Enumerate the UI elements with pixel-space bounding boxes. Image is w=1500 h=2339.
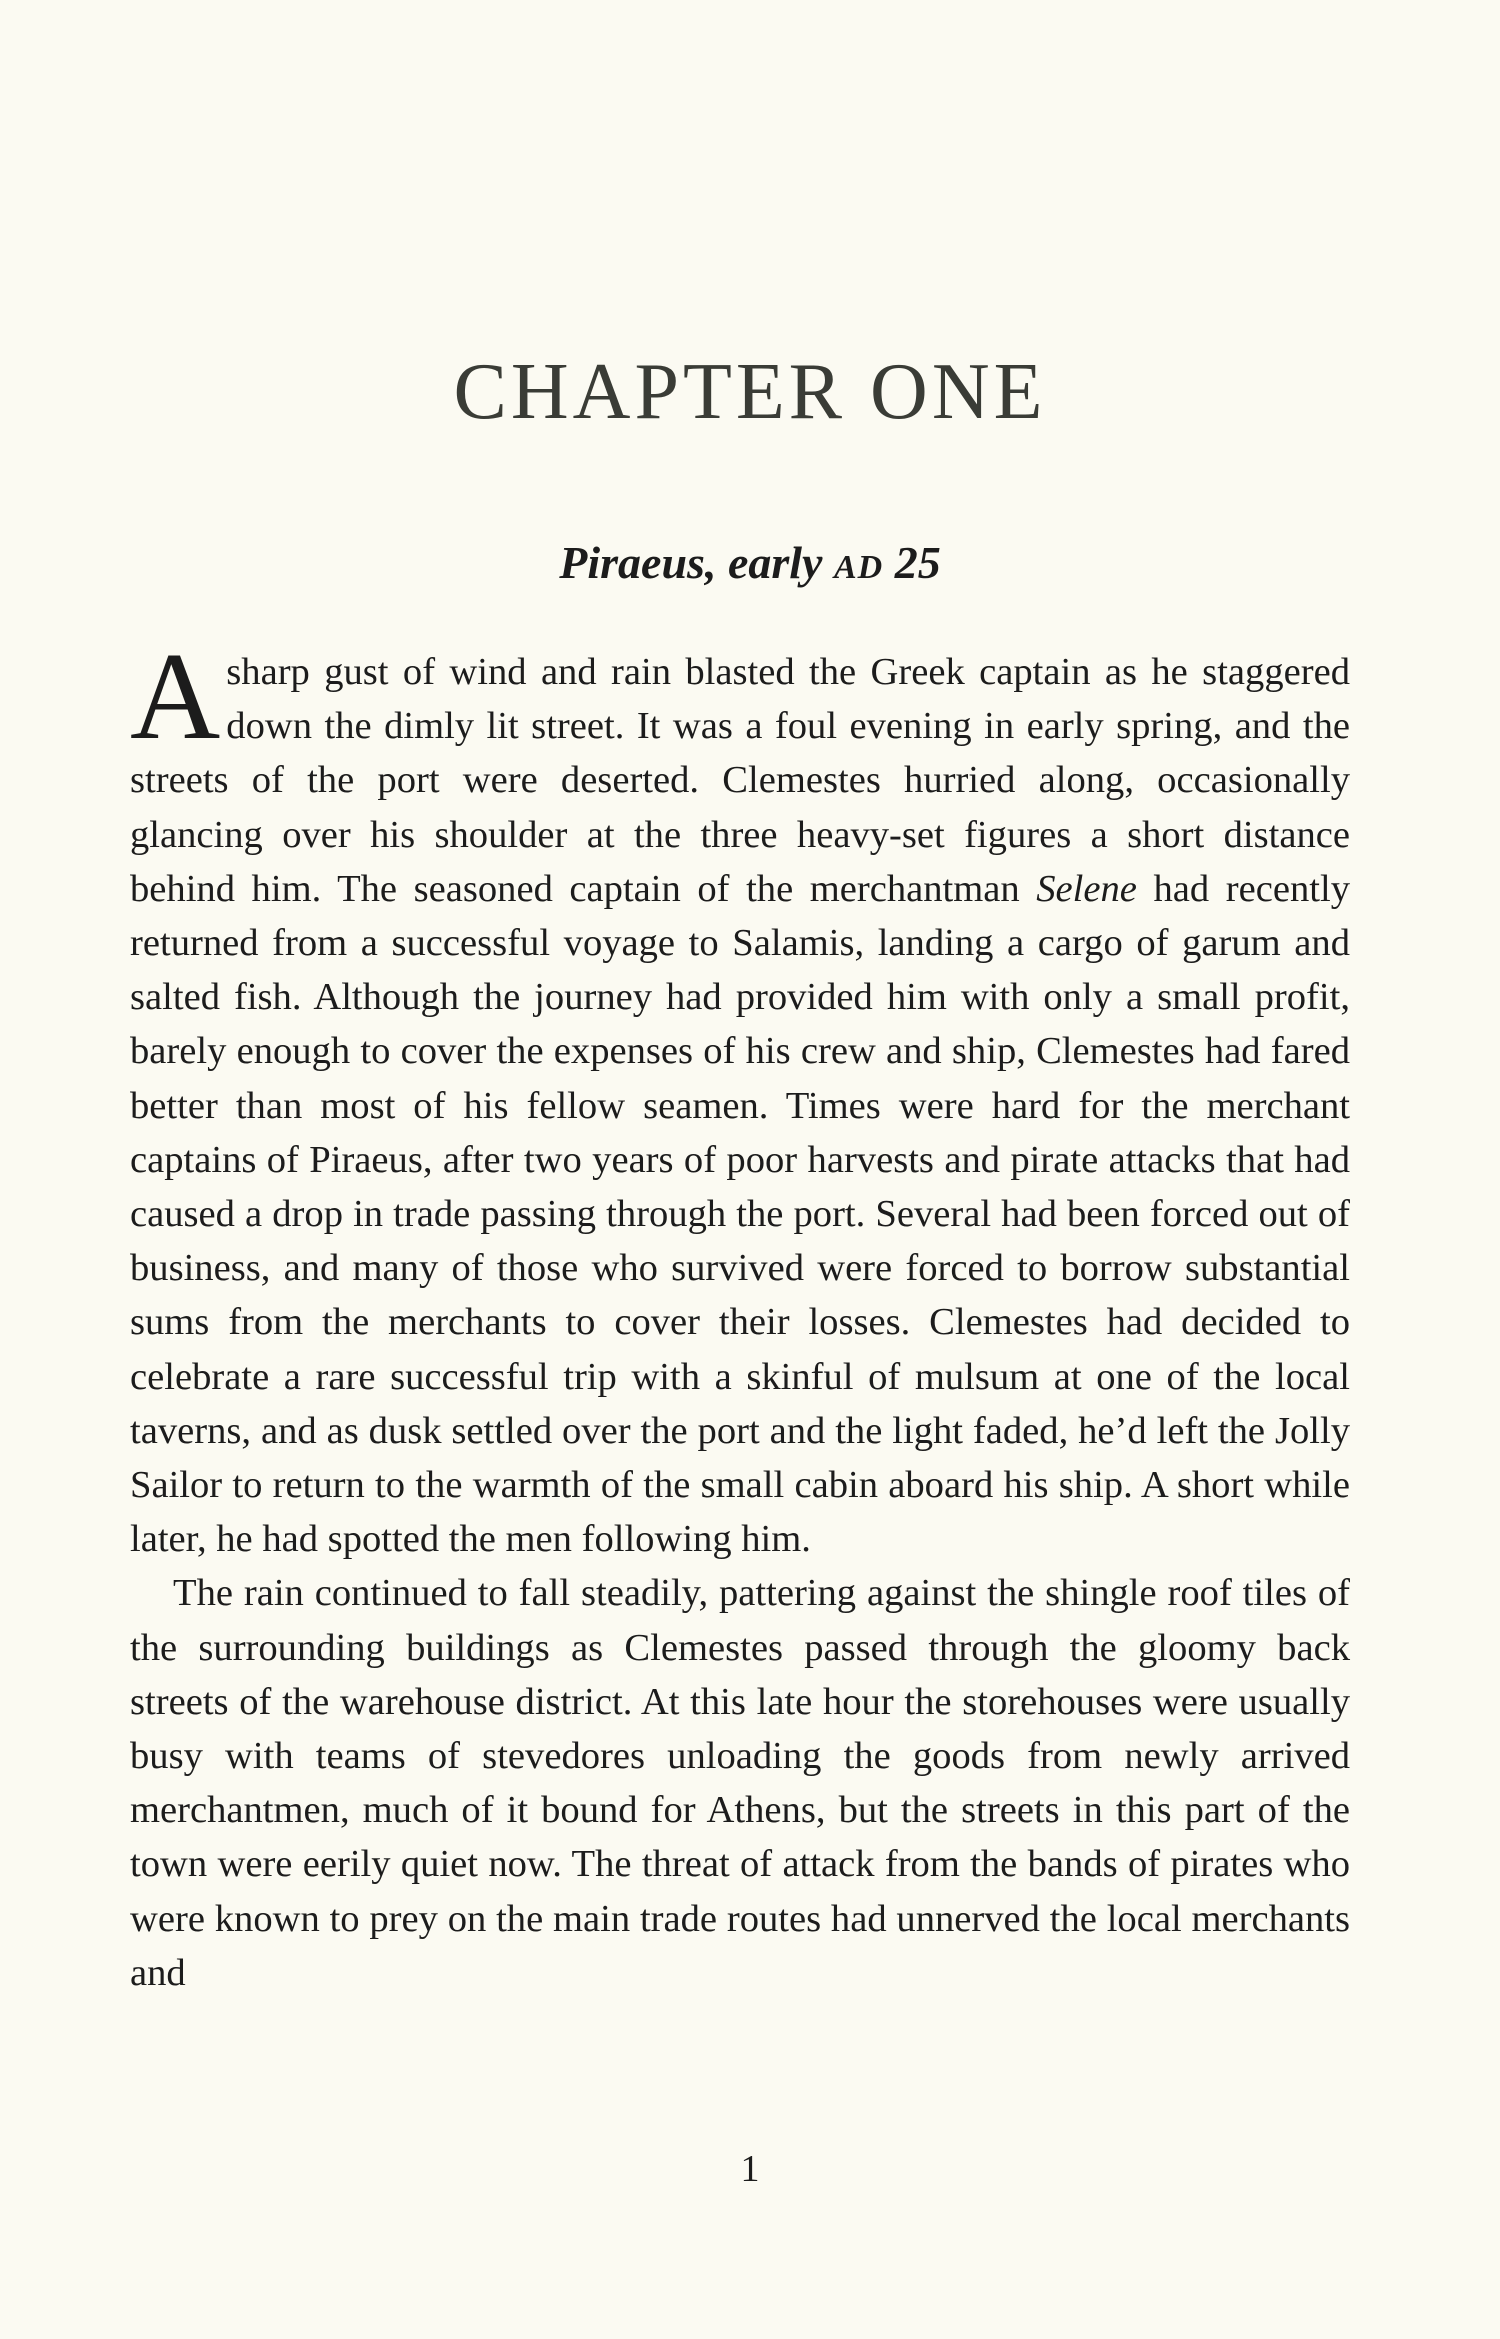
body-text	[130, 628, 1350, 2000]
paragraph-first-text-1: sharp gust of wind and rain blasted the Greek captain as he staggered down the dimly lit street. It was a foul evening in early spring, and the streets of the port were deserted. Clemestes hurried along, occasionally glancing over his shoulder at the three heavy-set figures a short distance behind him. The seasoned captain of the merchantman	[130, 651, 1350, 910]
paragraph-first-text-2: had recently returned from a successful voyage to Salamis, landing a cargo of garum and salted fish. Although the journey had provided him with only a small profit, barely enough to cover the expenses of his crew and ship, Clemestes had fared better than most of his fellow seamen. Times were hard for the merchant captains of Piraeus, after two years of poor harvests and pirate attacks that had caused a drop in trade passing through the port. Several had been forced out of business, and many of those who survived were forced to borrow substantial sums from the merchants to cover their losses. Clemestes had decided to celebrate a rare successful trip with a skinful of mulsum at one of the local taverns, and as dusk settled over the port and the light faded, he’d left the Jolly Sailor to return to the warmth of the small cabin aboard his ship. A short while later, he had spotted the men following him.	[130, 867, 1350, 1561]
paragraph-first	[130, 628, 1350, 1566]
drop-cap: A	[130, 628, 221, 766]
subtitle-year: 25	[883, 537, 941, 588]
page-number: 1	[740, 2148, 760, 2190]
subtitle-era: AD	[833, 549, 884, 586]
chapter-subtitle	[0, 537, 1500, 588]
chapter-title: CHAPTER ONE	[453, 348, 1047, 436]
paragraph-second: The rain continued to fall steadily, pattering against the shingle roof tiles of the surrounding buildings as Clemestes passed through the gloomy back streets of the warehouse district. At this late hour the storehouses were usually busy with teams of stevedores unloading the goods from newly arrived merchantmen, much of it bound for Athens, but the streets in this part of the town were eerily quiet now. The threat of attack from the bands of pirates who were known to prey on the main trade routes had unnerved the local merchants and	[130, 1572, 1350, 1994]
subtitle-place: Piraeus, early	[559, 537, 834, 588]
ship-name: Selene	[1036, 867, 1137, 910]
